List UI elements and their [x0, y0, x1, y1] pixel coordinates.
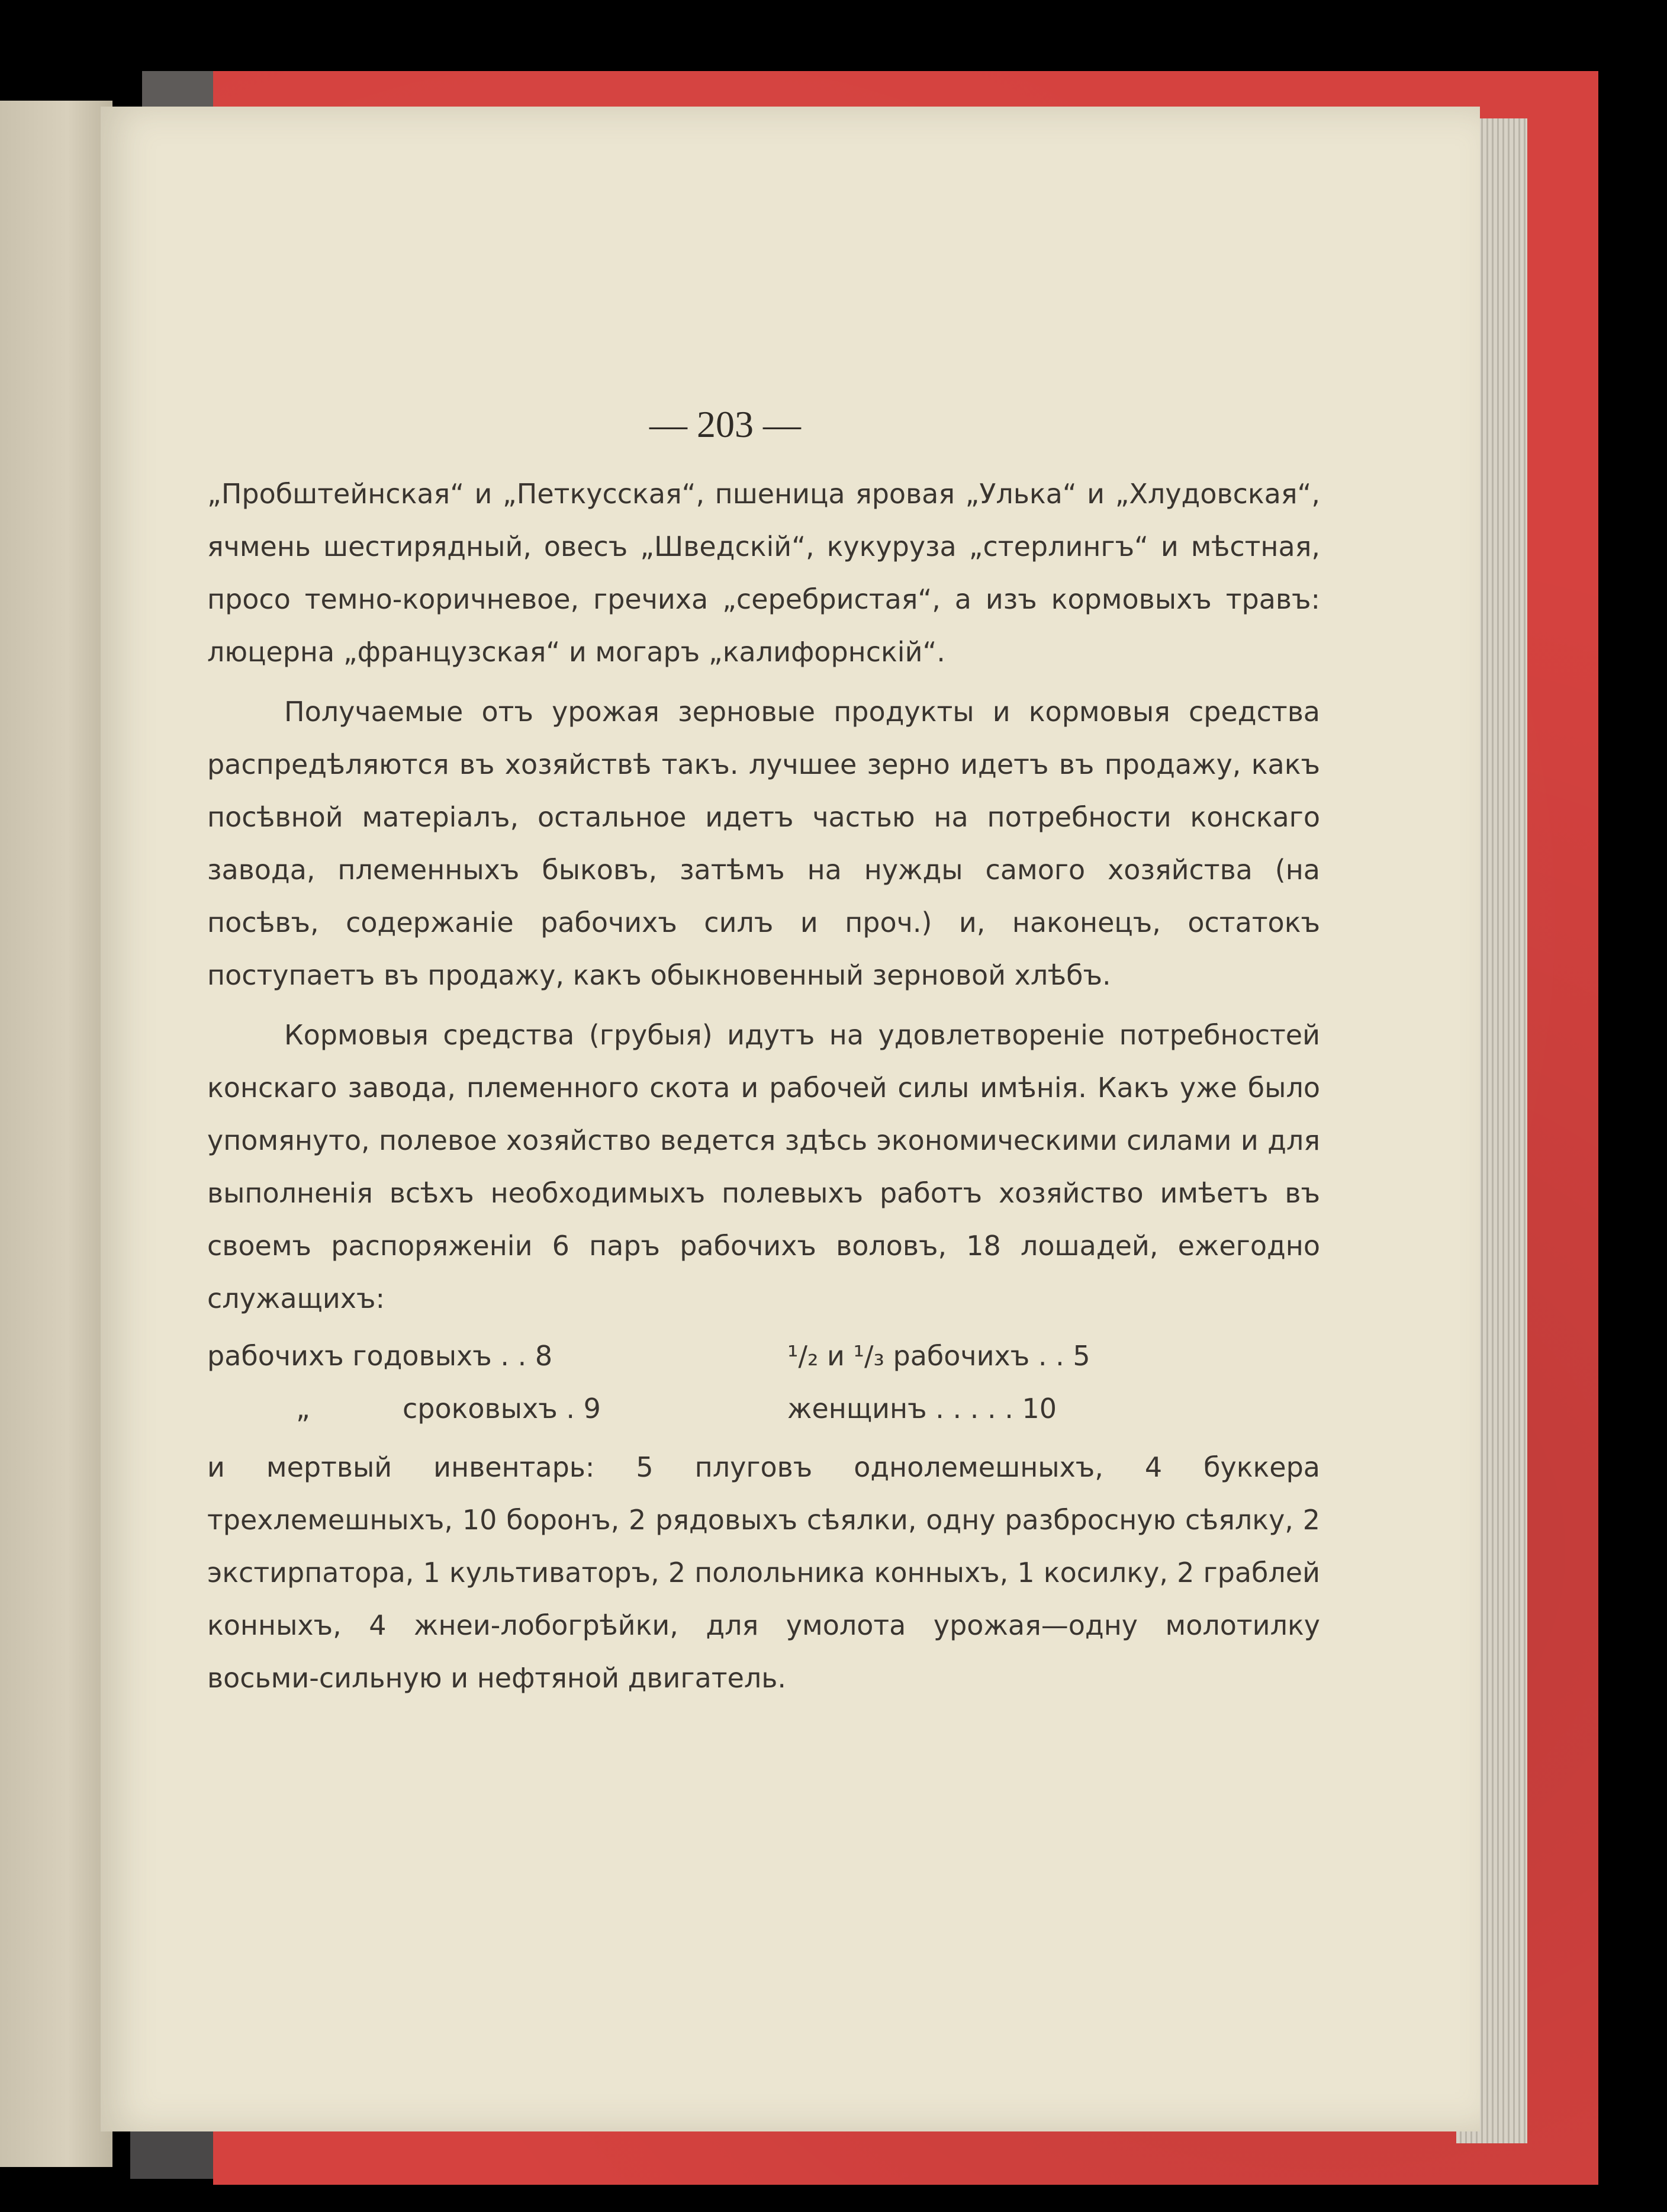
- book-page: [101, 107, 1480, 2131]
- staff-term-workers: сроковыхъ . 9: [403, 1393, 601, 1425]
- page-text: [207, 468, 1320, 1705]
- staff-row: [207, 1382, 1320, 1435]
- staff-year-workers: рабочихъ годовыхъ . . 8: [207, 1340, 553, 1372]
- paragraph-inventory: и мертвый инвентарь: 5 плуговъ однолемешныхъ, 4 буккера трехлемешныхъ, 10 боронъ, 2 рядовыхъ сѣялки, одну разбросную сѣялку, 2 экстирпатора, 1 культиваторъ, 2 полольника конныхъ, 1 косилку, 2 граблей конныхъ, 4 жнеи-лобогрѣйки, для умолота урожая—одну молотилку восьми-сильную и нефтяной двигатель.: [207, 1451, 1320, 1694]
- page-number: — 203 —: [649, 403, 801, 445]
- staff-row: [207, 1330, 1320, 1382]
- paragraph-crop-varieties: „Пробштейнская“ и „Петкусская“, пшеница яровая „Улька“ и „Хлудовская“, ячмень шестирядный, овесъ „Шведскій“, кукуруза „стерлингъ“ и мѣстная, просо темно-коричневое, гречиха „серебристая“, а изъ кормовыхъ травъ: люцерна „французская“ и могаръ „калифорнскій“.: [207, 478, 1320, 668]
- ditto-mark: „: [296, 1393, 310, 1425]
- staff-term-workers-cell: [207, 1382, 787, 1435]
- staff-table: [207, 1330, 1320, 1435]
- paragraph-fodder-workforce: Кормовыя средства (грубыя) идутъ на удовлетвореніе потребностей конскаго завода, племенного скота и рабочей силы имѣнія. Какъ уже было упомянуто, полевое хозяйство ведется здѣсь экономическими силами и для выполненія всѣхъ необходимыхъ полевыхъ работъ хозяйство имѣетъ въ своемъ распоряженіи 6 паръ рабочихъ воловъ, 18 лошадей, ежегодно служащихъ:: [207, 1019, 1320, 1314]
- staff-part-workers: ¹/₂ и ¹/₃ рабочихъ . . 5: [787, 1340, 1090, 1372]
- paragraph-grain-distribution: Получаемые отъ урожая зерновые продукты и кормовыя средства распредѣляются въ хозяйствѣ такъ. лучшее зерно идетъ въ продажу, какъ посѣвной матеріалъ, остальное идетъ частью на потребности конскаго завода, племенныхъ быковъ, затѣмъ на нужды самого хозяйства (на посѣвъ, содержаніе рабочихъ силъ и проч.) и, наконецъ, остатокъ поступаетъ въ продажу, какъ обыкновенный зерновой хлѣбъ.: [207, 696, 1320, 991]
- staff-women: женщинъ . . . . . 10: [787, 1393, 1057, 1425]
